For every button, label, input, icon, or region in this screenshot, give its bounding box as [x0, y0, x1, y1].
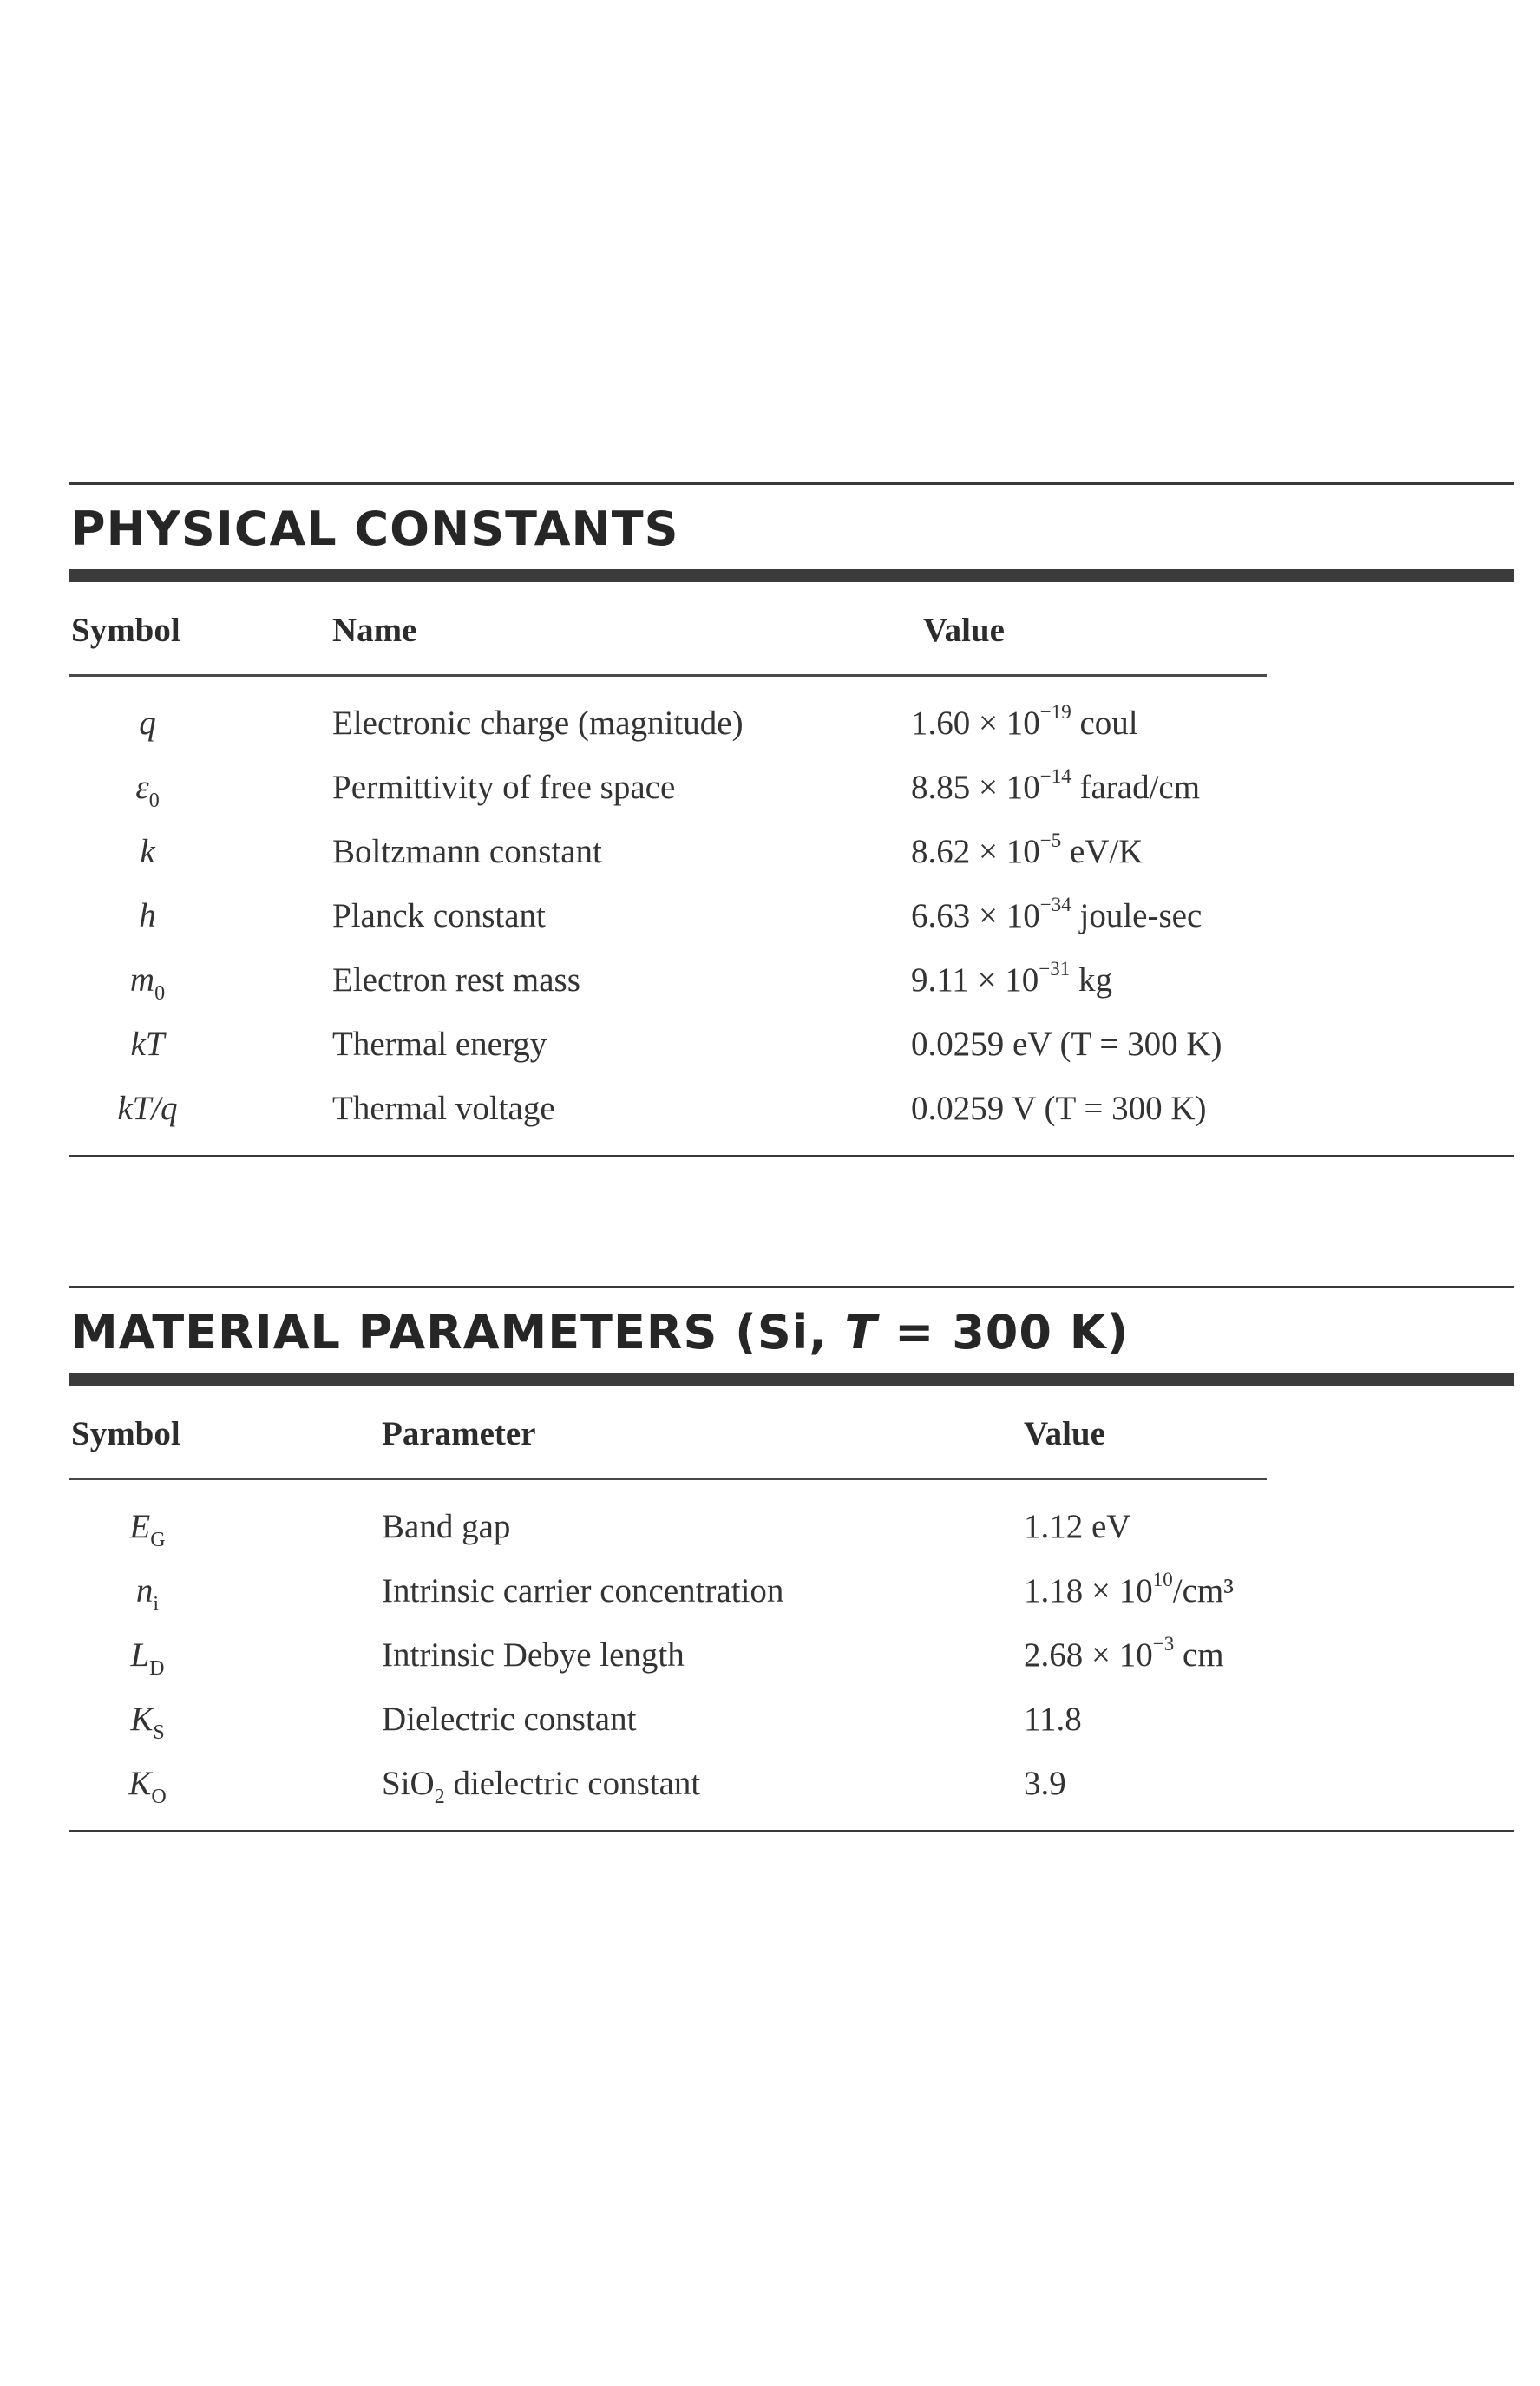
table-row	[69, 829, 1514, 884]
table-row	[69, 1635, 1514, 1688]
col-header-name: Name	[332, 612, 417, 649]
symbol-cell: $K_S$	[130, 1701, 165, 1744]
header-rule	[69, 1478, 1267, 1480]
material-parameters-section	[69, 1286, 1514, 1841]
table-row	[69, 960, 1514, 1013]
name-cell: Dielectric constant	[382, 1701, 637, 1738]
value-cell: $1.60 \times 10^{-19}$ coul	[911, 701, 1138, 742]
section-heading-bar	[69, 569, 1514, 582]
symbol-cell: $\varepsilon_0$	[135, 769, 160, 812]
col-header-value: Value	[923, 612, 1005, 649]
name-cell: SiO$_2$ dielectric constant	[382, 1765, 701, 1808]
symbol-cell: kT	[130, 1026, 165, 1063]
name-cell: Thermal energy	[332, 1026, 547, 1063]
value-cell: 11.8	[1024, 1701, 1082, 1738]
material-parameters-title: MATERIAL PARAMETERS (Si, T = 300 K)	[71, 1305, 1130, 1360]
symbol-cell: q	[139, 705, 156, 742]
table-row	[69, 765, 1514, 820]
name-cell: Boltzmann constant	[332, 833, 602, 870]
symbol-cell: h	[139, 897, 156, 934]
symbol-cell: kT/q	[117, 1090, 178, 1127]
header-rule	[69, 674, 1267, 677]
name-cell: Band gap	[382, 1508, 511, 1545]
table-row	[69, 1089, 1514, 1141]
name-cell: Intrinsic carrier concentration	[382, 1572, 784, 1609]
table-row	[69, 1764, 1514, 1816]
table-row	[69, 1507, 1514, 1559]
section-top-rule	[69, 1286, 1514, 1288]
symbol-cell: $E_G$	[129, 1508, 166, 1551]
value-cell: $8.85 \times 10^{-14}$ farad/cm	[911, 765, 1201, 806]
name-cell: Electron rest mass	[332, 961, 580, 999]
table-bottom-rule	[69, 1830, 1514, 1832]
symbol-cell: k	[140, 833, 155, 870]
symbol-cell: $L_D$	[130, 1636, 165, 1680]
table-row	[69, 1571, 1514, 1623]
value-cell: 0.0259 eV (T = 300 K)	[911, 1026, 1222, 1063]
physical-constants-section	[69, 482, 1514, 1168]
table-bottom-rule	[69, 1155, 1514, 1157]
col-header-symbol: Symbol	[71, 1415, 180, 1452]
symbol-cell: $m_0$	[129, 961, 166, 1005]
value-cell: $8.62 \times 10^{-5}$ eV/K	[911, 829, 1144, 870]
value-cell: 1.12 eV	[1024, 1508, 1131, 1545]
value-cell: $1.18 \times 10^{10}$/cm³	[1024, 1569, 1234, 1609]
table-row	[69, 896, 1514, 948]
section-top-rule	[69, 482, 1514, 485]
col-header-value: Value	[1024, 1415, 1105, 1452]
name-cell: Permittivity of free space	[332, 769, 676, 806]
name-cell: Planck constant	[332, 897, 546, 934]
name-cell: Intrinsic Debye length	[382, 1636, 685, 1674]
value-cell: 0.0259 V (T = 300 K)	[911, 1090, 1207, 1127]
table-row	[69, 701, 1514, 756]
table-row	[69, 1700, 1514, 1752]
name-cell: Electronic charge (magnitude)	[332, 705, 744, 742]
value-cell: $2.68 \times 10^{-3}$ cm	[1024, 1633, 1224, 1674]
value-cell: 3.9	[1024, 1765, 1066, 1802]
value-cell: $9.11 \times 10^{-31}$ kg	[911, 958, 1113, 999]
physical-constants-title: PHYSICAL CONSTANTS	[71, 501, 679, 556]
col-header-symbol: Symbol	[71, 612, 180, 649]
col-header-parameter: Parameter	[382, 1415, 536, 1452]
name-cell: Thermal voltage	[332, 1090, 555, 1127]
table-row	[69, 1025, 1514, 1077]
value-cell: $6.63 \times 10^{-34}$ joule-sec	[911, 894, 1203, 934]
symbol-cell: $K_O$	[128, 1765, 167, 1808]
symbol-cell: $n_i$	[135, 1572, 160, 1616]
section-heading-bar	[69, 1373, 1514, 1386]
